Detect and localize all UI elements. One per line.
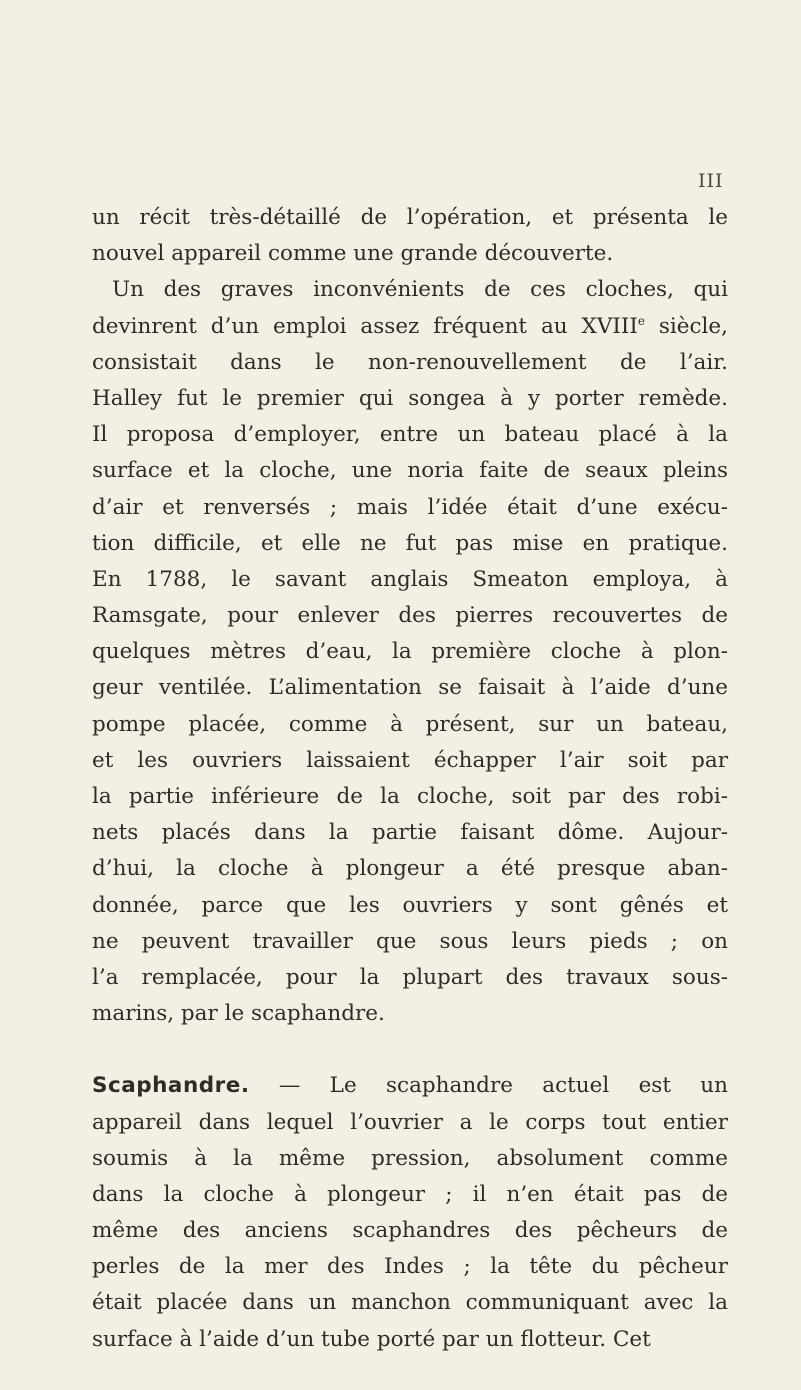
text-line: consistait dans le non-renouvellement de l’air. [92,349,728,375]
text-line: nouvel appareil comme une grande découverte. [92,241,614,267]
text-line: marins, par le scaphandre. [92,1001,385,1027]
page-number: III [698,170,724,192]
text-line: l’a remplacée, pour la plupart des travaux sous- [92,964,728,990]
section-heading: Scaphandre. [92,1073,250,1099]
body-text [92,200,728,1358]
text-line: soumis à la même pression, absolument comme [92,1145,728,1171]
text-line: nets placés dans la partie faisant dôme. Aujour- [92,820,728,846]
text-line: tion difficile, et elle ne fut pas mise en pratique. [92,530,728,556]
text-line: donnée, parce que les ouvriers y sont gênés et [92,892,728,918]
text-line: perles de la mer des Indes ; la tête du pêcheur [92,1254,728,1280]
text-line: Ramsgate, pour enlever des pierres recouvertes de [92,603,728,629]
text-line: d’hui, la cloche à plongeur a été presque aban- [92,856,728,882]
text-line: Halley fut le premier qui songea à y porter remède. [92,385,728,411]
text-line: pompe placée, comme à présent, sur un bateau, [92,711,728,737]
text-line: même des anciens scaphandres des pêcheurs de [92,1218,728,1244]
text-fragment: siècle, [644,313,728,339]
text-line: appareil dans lequel l’ouvrier a le corps tout entier [92,1109,728,1135]
text-line: Il proposa d’employer, entre un bateau placé à la [92,422,728,448]
text-line: quelques mètres d’eau, la première cloche à plon- [92,639,728,665]
text-line: d’air et renversés ; mais l’idée était d’une exécu- [92,494,728,520]
text-line: dans la cloche à plongeur ; il n’en était pas de [92,1181,728,1207]
text-line [92,309,728,345]
text-line: En 1788, le savant anglais Smeaton employa, à [92,566,728,592]
paragraph-gap [92,1032,728,1068]
superscript: e [637,313,645,328]
text-line: Un des graves inconvénients de ces cloches, qui [112,277,728,303]
text-line: ne peuvent travailler que sous leurs pieds ; on [92,928,728,954]
text-line [92,1068,728,1104]
text-fragment: — Le scaphandre actuel est un [249,1073,728,1099]
text-line: était placée dans un manchon communiquant avec la [92,1290,728,1316]
text-line: surface à l’aide d’un tube porté par un flotteur. Cet [92,1326,651,1352]
text-line: surface et la cloche, une noria faite de seaux pleins [92,458,728,484]
text-line: et les ouvriers laissaient échapper l’air soit par [92,747,728,773]
text-line: geur ventilée. L’alimentation se faisait à l’aide d’une [92,675,728,701]
text-line: un récit très-détaillé de l’opération, et présenta le [92,205,728,230]
text-line: la partie inférieure de la cloche, soit par des robi- [92,784,728,809]
text-fragment: devinrent d’un emploi assez fréquent au XVIII [92,313,638,339]
